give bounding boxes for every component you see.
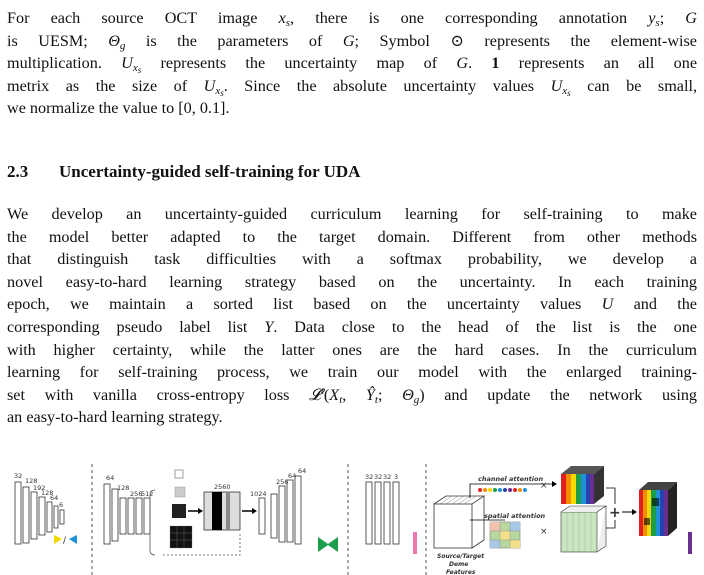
mid3-label: 1024	[250, 490, 267, 498]
para2-line9: set with vanilla cross-entropy loss $𝓛^t(X_t$, $Ŷ_t$; $\Theta_g$) and update the network using	[7, 384, 698, 406]
para2-line8: learning for self-training process, we train our model with the enlarged training-	[7, 363, 697, 382]
para2-line7: with higher certainty, while the latter ones are the hard cases. In the curriculum	[7, 340, 697, 359]
mid2-label: 2560	[214, 483, 231, 491]
pink-bar-icon	[413, 532, 417, 554]
para2-line3: that distinguish task difficulties with a softmax probability, we develop a	[7, 250, 697, 269]
section-heading	[7, 162, 360, 182]
para2-line4: novel easy-to-hard learning strategy based on the uncertainty. In each training	[7, 272, 697, 291]
para1-line2: is UESM; $\Theta_g$ is the parameters of G; Symbol ⊙ represents the element-wise	[7, 31, 697, 52]
head-label: 32	[383, 473, 392, 481]
enc-label: 128	[25, 477, 38, 485]
channel-attention-label: channel attention	[478, 475, 544, 483]
para2-line5: epoch, we maintain a sorted list based on the uncertainty values U and the	[7, 295, 697, 314]
spatial-attention-label: spatial attention	[484, 512, 546, 520]
architecture-figure	[0, 462, 704, 575]
architecture-diagram	[0, 462, 704, 575]
segmentation-block	[104, 467, 338, 555]
paragraph-method	[7, 203, 697, 429]
para2-line1: We develop an uncertainty-guided curriculum learning for self-training to make	[7, 205, 697, 223]
channel-attention-volume	[561, 466, 604, 504]
times-symbol: ×	[540, 481, 548, 491]
enc-label: 32	[14, 472, 23, 480]
dec-label: 256	[276, 478, 289, 486]
channel-dots	[478, 488, 527, 492]
mid-label: 512	[141, 490, 154, 498]
enc-label: 128	[41, 489, 54, 497]
head-label: 32	[365, 473, 374, 481]
feat-label: Source/Target	[437, 553, 485, 560]
spatial-attention-volume	[561, 506, 606, 552]
spatial-grid	[490, 522, 520, 548]
encoder-block	[14, 472, 77, 546]
para1-line3: multiplication. $U_{x_s}$ represents the uncertainty map of G. 1 represents an all one	[7, 54, 698, 76]
mid-label: 128	[117, 484, 130, 492]
times-symbol: ×	[540, 527, 548, 537]
para2-line10: an easy-to-hard learning strategy.	[7, 408, 223, 427]
para1-line5: we normalize the value to [0, 0.1].	[7, 99, 230, 118]
purple-bar-icon	[688, 532, 692, 554]
enc-label: 64	[50, 494, 59, 502]
dec-label: 64	[288, 472, 297, 480]
para1-line1: For each source OCT image $x_s$, there is one corresponding annotation $y_s$; G	[7, 9, 697, 29]
output-volume	[639, 482, 677, 536]
blue-triangle-icon	[69, 535, 77, 544]
mid-label: 64	[106, 474, 115, 482]
plus-symbol: +	[609, 505, 621, 521]
para1-line4: metrix as the size of $U_{x_s}$. Since the absolute uncertainty values $U_{x_s}$ can be small,	[7, 76, 698, 98]
svg-text:/: /	[63, 536, 67, 546]
paragraph-intro	[7, 7, 697, 120]
enc-label: 6	[59, 501, 64, 509]
para2-line2: the model better adapted to the target domain. Different from other methods	[7, 227, 697, 246]
head-label: 3	[394, 473, 399, 481]
head-block	[365, 473, 417, 554]
section-number: 2.3	[7, 162, 29, 181]
feat-label: Deme	[449, 561, 469, 568]
enc-label: 192	[33, 484, 46, 492]
para2-line6: corresponding pseudo label list Y. Data close to the head of the list is the one	[7, 317, 697, 336]
dec-label: 64	[298, 467, 307, 475]
attention-block	[434, 466, 692, 575]
feat-label: Features	[446, 569, 476, 575]
green-bowtie-icon	[318, 537, 338, 552]
section-title: Uncertainty-guided self-training for UDA	[59, 162, 361, 181]
mid-label: 256	[130, 490, 143, 498]
head-label: 32	[374, 473, 383, 481]
yellow-triangle-icon	[54, 535, 62, 544]
